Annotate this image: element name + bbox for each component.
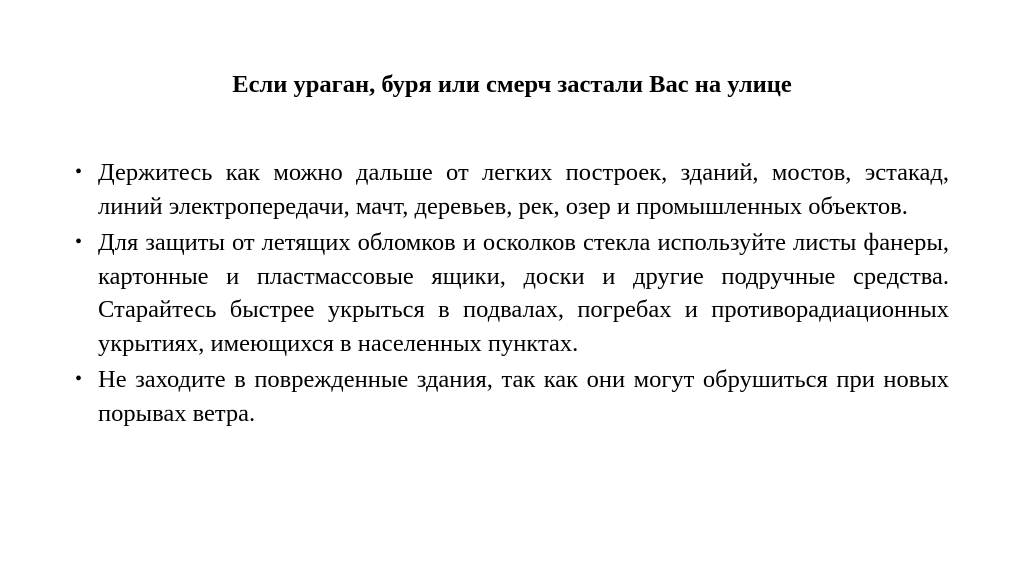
bullet-text: Держитесь как можно дальше от легких построек, зданий, мостов, эстакад, линий электропередачи, мачт, деревьев, рек, озер и промышленных объектов. xyxy=(98,159,949,220)
slide-title: Если ураган, буря или смерч застали Вас на улице xyxy=(232,71,792,98)
bullet-item xyxy=(72,156,949,223)
bullet-marker: • xyxy=(75,231,83,253)
bullet-item xyxy=(72,226,949,360)
bullet-text: Не заходите в поврежденные здания, так как они могут обрушиться при новых порывах ветра. xyxy=(98,366,949,427)
bullet-marker: • xyxy=(75,368,83,390)
bullet-text: Для защиты от летящих обломков и осколков стекла используйте листы фанеры, картонные и пластмассовые ящики, доски и другие подручные средства. Старайтесь быстрее укрыться в подвалах, погребах и противорадиационных укрытиях, имеющихся в населенных пунктах. xyxy=(98,229,949,357)
bullet-list xyxy=(72,156,949,433)
bullet-item xyxy=(72,363,949,430)
bullet-marker: • xyxy=(75,161,83,183)
